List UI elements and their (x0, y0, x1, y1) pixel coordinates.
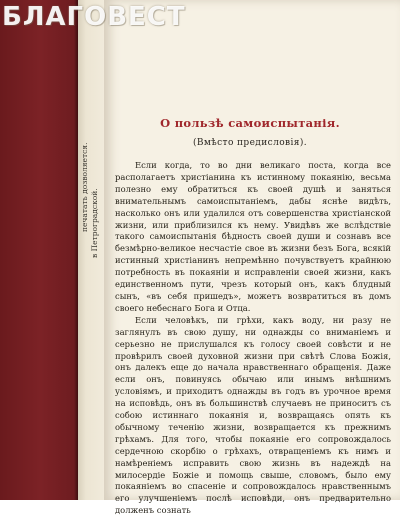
paragraph-1: Если когда, то во дни великаго поста, когда все располагаетъ христіанина къ истинному покаянію, весьма полезно ему обратиться къ своей душѣ и заняться внимательнымъ самоиспытаніемъ, дабы яснѣе видѣть, насколько онъ или удалился отъ совершенства христіанской жизни, или приблизился къ нему. Увидѣвъ же вслѣдствіе такого самоиспытанія бѣдность своей души и сознавъ все безмѣрно-великое несчастіе свое въ жизни безъ Бога, всякій истинный христіанинъ непремѣнно почувствуетъ крайнюю потребность въ покаяніи и исправленіи своей жизни, какъ единственномъ пути, чрезъ который онъ, какъ блудный сынъ, «въ себя пришедъ», можетъ возвратиться въ домъ своего небеснаго Бога и Отца. (115, 160, 391, 313)
page-subtitle: (Вмѣсто предисловія). (192, 138, 308, 148)
body-text (115, 160, 391, 517)
watermark-logo: БЛАГОВЕСТ (2, 2, 186, 32)
page-title: О пользѣ самоиспытанія. (160, 116, 340, 130)
book-cover-edge (0, 0, 78, 500)
paragraph-2: Если человѣкъ, пи грѣхи, какъ воду, ни разу не заглянулъ въ свою душу, ни однажды со вниманіемъ и серьезно не прислушался къ голосу своей совѣсти и не провѣрилъ своей духовной жизни при свѣтѣ Слова Божія, онъ далекъ еще до начала нравственнаго обращенія. Даже если онъ, повинуясь обычаю или инымъ внѣшнимъ условіямъ, и приходитъ однажды въ годъ въ урочное время на исповѣдь, онъ въ большинствѣ случаевъ не приноситъ съ собою истиннаго покаянія и, возвращаясь опять къ обычному теченію жизни, возвращается къ прежнимъ грѣхамъ. Для того, чтобы покаяніе его сопровождалось сердечною скорбію о грѣхахъ, отвращеніемъ къ нимъ и намѣреніемъ исправить свою жизнь въ надеждѣ на милосердіе Божіе и помощь свыше, словомъ, было ему покаяніемъ во спасеніе и сопровождалось нравственнымъ его улучшеніемъ послѣ исповѣди, онъ предварительно долженъ сознать (115, 314, 391, 516)
side-note: печатать дозволяется. (80, 142, 89, 232)
side-note: в Петроградской. (90, 188, 99, 258)
